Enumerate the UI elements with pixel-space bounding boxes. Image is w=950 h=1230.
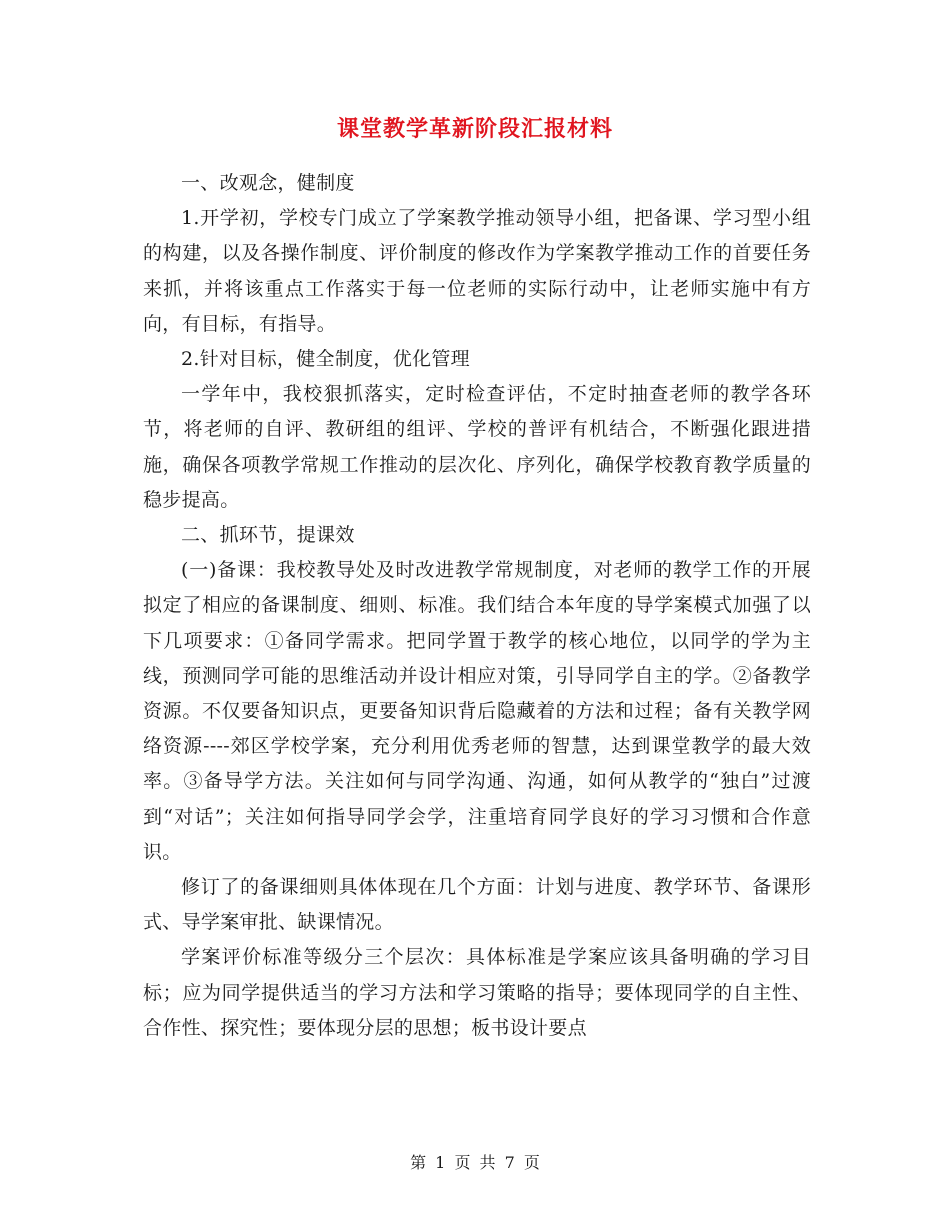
paragraph: 1.开学初，学校专门成立了学案教学推动领导小组，把备课、学习型小组的构建，以及各操作制度、评价制度的修改作为学案教学推动工作的首要任务来抓，并将该重点工作落实于每一位老师的实际行动中，让老师实施中有方向，有目标，有指导。	[143, 207, 811, 335]
paragraph: 修订了的备课细则具体体现在几个方面：计划与进度、教学环节、备课形式、导学案审批、缺课情况。	[143, 876, 811, 934]
section-heading-1: 一、改观念，健制度	[181, 172, 355, 194]
paragraph: 一学年中，我校狠抓落实，定时检查评估，不定时抽查老师的教学各环节，将老师的自评、教研组的组评、学校的普评有机结合，不断强化跟进措施，确保各项教学常规工作推动的层次化、序列化，确保学校教育教学质量的稳步提高。	[143, 383, 811, 511]
page-number-footer: 第 1 页 共 7 页	[410, 1153, 540, 1172]
paragraph: 学案评价标准等级分三个层次：具体标准是学案应该具备明确的学习目标；应为同学提供适当的学习方法和学习策略的指导；要体现同学的自主性、合作性、探究性；要体现分层的思想；板书设计要点	[143, 946, 811, 1039]
paragraph: (一)备课：我校教导处及时改进教学常规制度，对老师的教学工作的开展拟定了相应的备课制度、细则、标准。我们结合本年度的导学案模式加强了以下几项要求：①备同学需求。把同学置于教学的核心地位，以同学的学为主线，预测同学可能的思维活动并设计相应对策，引导同学自主的学。②备教学资源。不仅要备知识点，更要备知识背后隐藏着的方法和过程；备有关教学网络资源----郊区学校学案，充分利用优秀老师的智慧，达到课堂教学的最大效率。③备导学方法。关注如何与同学沟通、沟通，如何从教学的“独白”过渡到“对话”；关注如何指导同学会学，注重培育同学良好的学习习惯和合作意识。	[143, 559, 811, 863]
page-title: 课堂教学革新阶段汇报材料	[336, 116, 613, 142]
section-heading-2: 二、抓环节，提课效	[181, 524, 355, 547]
subsection-heading: 2.针对目标，健全制度，优化管理	[181, 348, 470, 371]
document-body	[143, 166, 811, 1046]
